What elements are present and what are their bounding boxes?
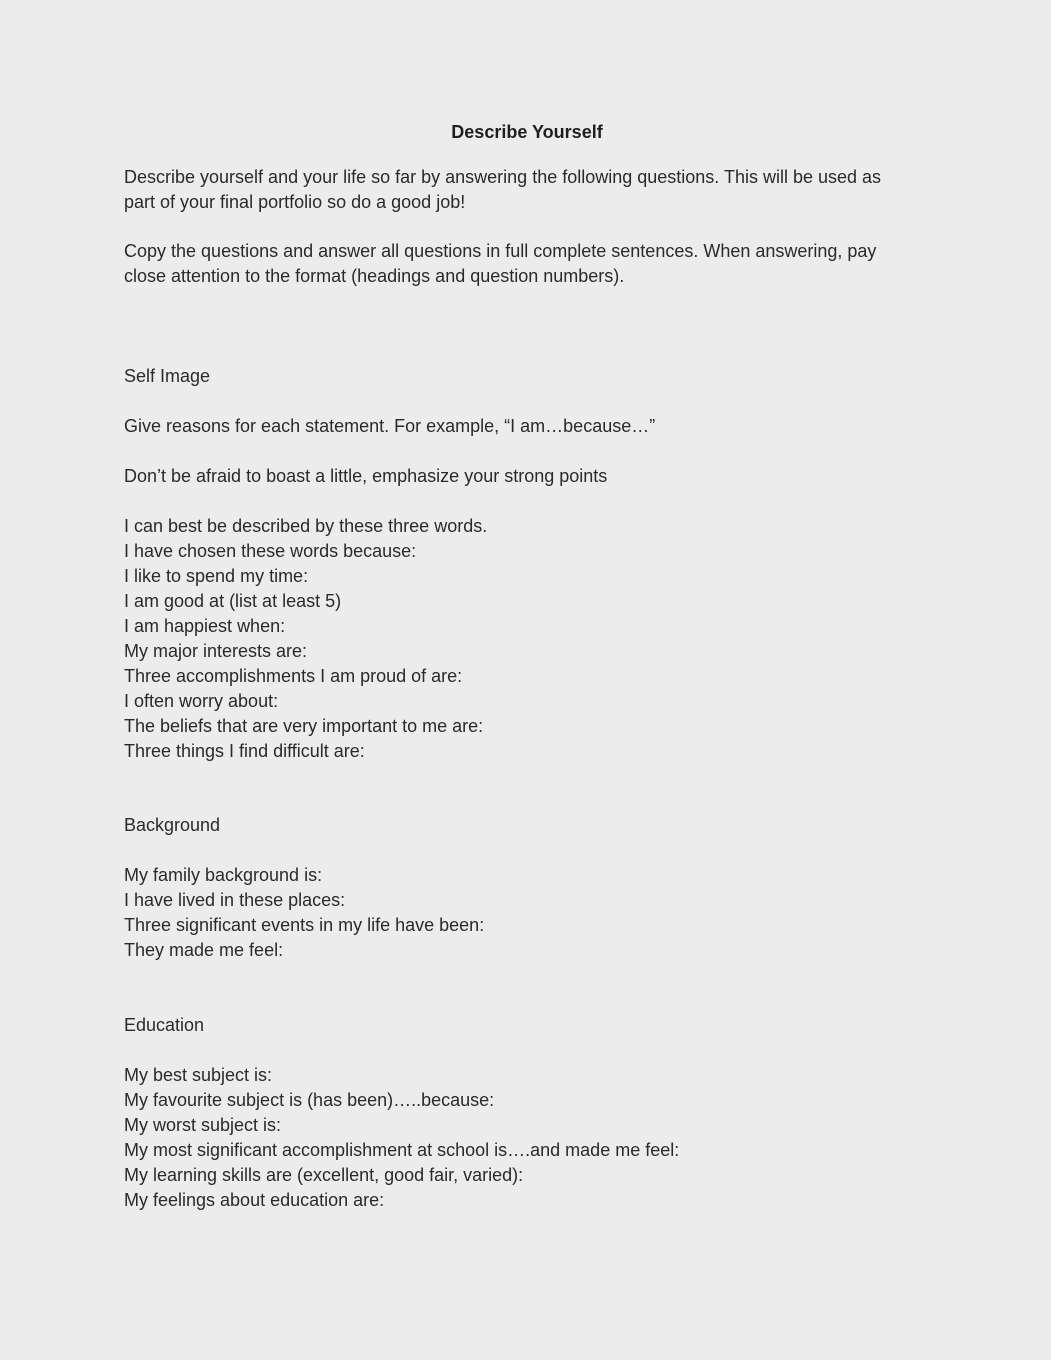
education-question-list — [124, 1063, 679, 1213]
question-item: Three things I find difficult are: — [124, 741, 365, 761]
question-item: My favourite subject is (has been)…..because: — [124, 1090, 495, 1110]
intro-line: part of your final portfolio so do a good job! — [124, 192, 466, 212]
question-item: My feelings about education are: — [124, 1190, 385, 1210]
question-item: My major interests are: — [124, 641, 308, 661]
section-heading-education: Education — [124, 1015, 205, 1035]
question-item: I can best be described by these three words. — [124, 516, 488, 536]
question-item: They made me feel: — [124, 940, 284, 960]
instructions-line: close attention to the format (headings and question numbers). — [124, 266, 625, 286]
question-item: My learning skills are (excellent, good fair, varied): — [124, 1165, 524, 1185]
self-image-note: Give reasons for each statement. For example, “I am…because…” — [124, 416, 656, 436]
question-item: I am good at (list at least 5) — [124, 591, 342, 611]
question-item: Three significant events in my life have been: — [124, 915, 485, 935]
question-item: I have chosen these words because: — [124, 541, 417, 561]
section-heading-self-image: Self Image — [124, 366, 211, 386]
instructions-line: Copy the questions and answer all questions in full complete sentences. When answering, pay — [124, 241, 877, 261]
background-question-list — [124, 863, 484, 963]
question-item: My best subject is: — [124, 1065, 273, 1085]
question-item: My family background is: — [124, 865, 323, 885]
intro-paragraph — [124, 165, 881, 215]
question-item: The beliefs that are very important to me are: — [124, 716, 484, 736]
section-heading-background: Background — [124, 815, 221, 835]
question-item: My worst subject is: — [124, 1115, 282, 1135]
question-item: My most significant accomplishment at school is….and made me feel: — [124, 1140, 680, 1160]
self-image-note: Don’t be afraid to boast a little, emphasize your strong points — [124, 466, 608, 486]
question-item: Three accomplishments I am proud of are: — [124, 666, 463, 686]
document-title: Describe Yourself — [451, 122, 603, 142]
question-item: I like to spend my time: — [124, 566, 309, 586]
instructions-paragraph — [124, 239, 876, 289]
self-image-question-list — [124, 514, 487, 764]
question-item: I am happiest when: — [124, 616, 286, 636]
question-item: I have lived in these places: — [124, 890, 346, 910]
question-item: I often worry about: — [124, 691, 279, 711]
intro-line: Describe yourself and your life so far by answering the following questions. This will be used as — [124, 167, 882, 187]
